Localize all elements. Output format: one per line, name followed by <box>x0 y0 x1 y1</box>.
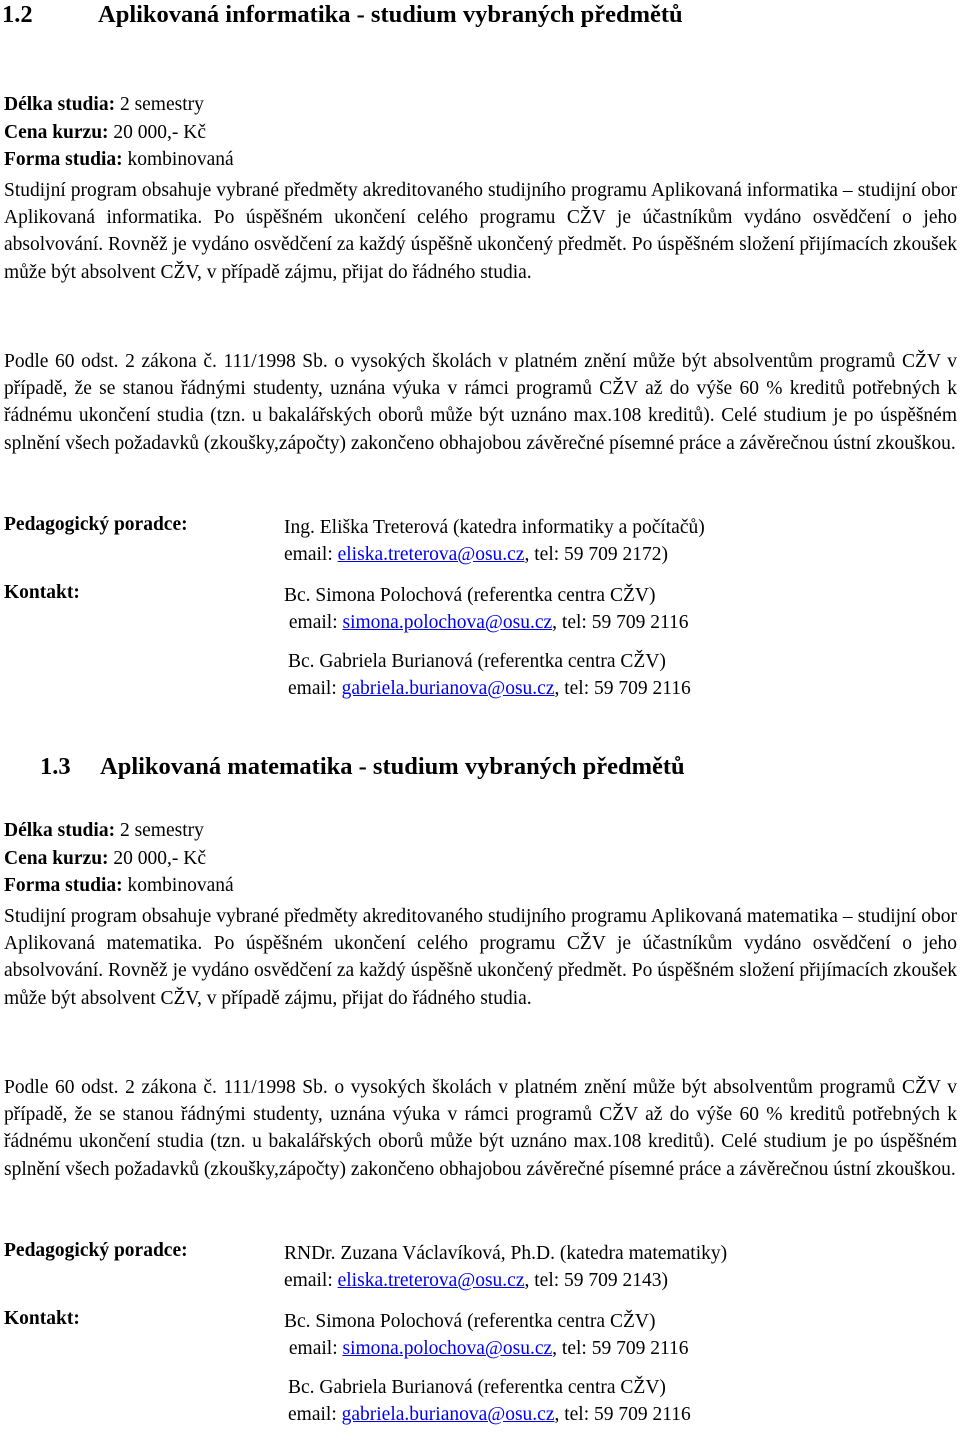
meta-form <box>4 146 234 174</box>
meta-value: kombinovaná <box>127 149 234 170</box>
contact-person <box>284 582 688 636</box>
course-meta <box>4 91 234 174</box>
contact-label: Kontakt: <box>4 582 80 603</box>
phone: , tel: 59 709 2116 <box>554 1404 691 1425</box>
program-description: Studijní program obsahuje vybrané předměty akreditovaného studijního programu Aplikovaná informatika – studijní obor Aplikovaná informatika. Po úspěšném ukončení celého programu CŽV je účastníkům vydáno osvědčení o jeho absolvování. Rovněž je vydáno osvědčení za každý úspěšně ukončený předmět. Po úspěšném složení přijímacích zkoušek může být absolvent CŽV, v případě zájmu, přijat do řádného studia. <box>4 180 957 283</box>
advisor-label: Pedagogický poradce: <box>4 1240 188 1261</box>
meta-label: Forma studia: <box>4 875 123 896</box>
email-link[interactable]: gabriela.burianova@osu.cz <box>341 1404 555 1425</box>
email-prefix: email: <box>284 1270 338 1291</box>
email-prefix: email: <box>288 1338 343 1359</box>
email-link[interactable]: eliska.treterova@osu.cz <box>337 544 525 565</box>
person-name: Bc. Gabriela Burianová (referentka centra CŽV) <box>288 651 666 672</box>
email-line <box>288 675 691 702</box>
meta-duration <box>4 91 234 119</box>
contact-person <box>284 514 705 568</box>
section-number: 1.3 <box>40 753 71 780</box>
section-title: Aplikovaná informatika - studium vybraných předmětů <box>98 1 683 28</box>
email-line <box>288 1401 691 1428</box>
meta-label: Cena kurzu: <box>4 121 109 143</box>
email-line <box>284 1267 727 1294</box>
email-link[interactable]: eliska.treterova@osu.cz <box>337 1270 525 1291</box>
email-line <box>284 541 705 568</box>
section-title: Aplikovaná matematika - studium vybraných předmětů <box>100 753 685 780</box>
phone: , tel: 59 709 2143) <box>524 1270 669 1291</box>
course-meta <box>4 817 234 900</box>
email-line <box>284 609 688 636</box>
meta-value: 2 semestry <box>119 94 204 115</box>
email-prefix: email: <box>284 544 338 565</box>
email-link[interactable]: gabriela.burianova@osu.cz <box>341 678 555 699</box>
meta-form <box>4 872 234 900</box>
email-link[interactable]: simona.polochova@osu.cz <box>342 612 553 633</box>
phone: , tel: 59 709 2116 <box>552 612 689 633</box>
person-name: Bc. Gabriela Burianová (referentka centra CŽV) <box>288 1377 666 1398</box>
section-heading <box>0 0 960 30</box>
meta-price <box>4 845 234 873</box>
email-line <box>284 1335 688 1362</box>
meta-value: 20 000,- Kč <box>113 847 207 869</box>
contact-person <box>284 1308 688 1362</box>
meta-label: Délka studia: <box>4 94 116 115</box>
meta-duration <box>4 817 234 845</box>
section-number: 1.2 <box>2 1 33 28</box>
contact-person <box>288 648 691 702</box>
credit-recognition-text: Podle 60 odst. 2 zákona č. 111/1998 Sb. o vysokých školách v platném znění může být absolventům programů CŽV v případě, že se stanou řádnými studenty, uznána výuka v rámci programů CŽV až do výše 60 % kreditů potřebných k řádnému ukončení studia (tzn. u bakalářských oborů může být uznáno max.108 kreditů). Celé studium je po úspěšném splnění všech požadavků (zkoušky,zápočty) zakončeno obhajobou závěrečné písemné práce a závěrečnou ústní zkouškou. <box>4 351 957 454</box>
meta-value: 2 semestry <box>119 820 204 841</box>
email-prefix: email: <box>288 612 343 633</box>
section-heading <box>0 752 960 782</box>
meta-label: Délka studia: <box>4 820 116 841</box>
program-description: Studijní program obsahuje vybrané předměty akreditovaného studijního programu Aplikovaná matematika – studijní obor Aplikovaná matematika. Po úspěšném ukončení celého programu CŽV je účastníkům vydáno osvědčení o jeho absolvování. Rovněž je vydáno osvědčení za každý úspěšně ukončený předmět. Po úspěšném složení přijímacích zkoušek může být absolvent CŽV, v případě zájmu, přijat do řádného studia. <box>4 906 957 1009</box>
contact-label: Kontakt: <box>4 1308 80 1329</box>
contact-person <box>284 1240 727 1294</box>
person-name: Bc. Simona Polochová (referentka centra CŽV) <box>284 1311 656 1332</box>
meta-value: 20 000,- Kč <box>113 121 207 143</box>
section-matematika <box>0 752 960 1425</box>
email-prefix: email: <box>288 678 342 699</box>
person-name: Ing. Eliška Treterová (katedra informatiky a počítačů) <box>284 517 705 538</box>
meta-label: Forma studia: <box>4 149 123 170</box>
person-name: RNDr. Zuzana Václavíková, Ph.D. (katedra matematiky) <box>284 1243 728 1264</box>
phone: , tel: 59 709 2172) <box>524 544 669 565</box>
contact-person <box>288 1374 691 1428</box>
person-name: Bc. Simona Polochová (referentka centra CŽV) <box>284 585 656 606</box>
meta-price <box>4 119 234 147</box>
advisor-label: Pedagogický poradce: <box>4 514 188 535</box>
email-link[interactable]: simona.polochova@osu.cz <box>342 1338 553 1359</box>
email-prefix: email: <box>288 1404 342 1425</box>
meta-value: kombinovaná <box>127 875 234 896</box>
meta-label: Cena kurzu: <box>4 847 109 869</box>
phone: , tel: 59 709 2116 <box>552 1338 689 1359</box>
section-informatika <box>0 0 960 699</box>
phone: , tel: 59 709 2116 <box>554 678 691 699</box>
credit-recognition-text: Podle 60 odst. 2 zákona č. 111/1998 Sb. o vysokých školách v platném znění může být absolventům programů CŽV v případě, že se stanou řádnými studenty, uznána výuka v rámci programů CŽV až do výše 60 % kreditů potřebných k řádnému ukončení studia (tzn. u bakalářských oborů může být uznáno max.108 kreditů). Celé studium je po úspěšném splnění všech požadavků (zkoušky,zápočty) zakončeno obhajobou závěrečné písemné práce a závěrečnou ústní zkouškou. <box>4 1077 957 1180</box>
